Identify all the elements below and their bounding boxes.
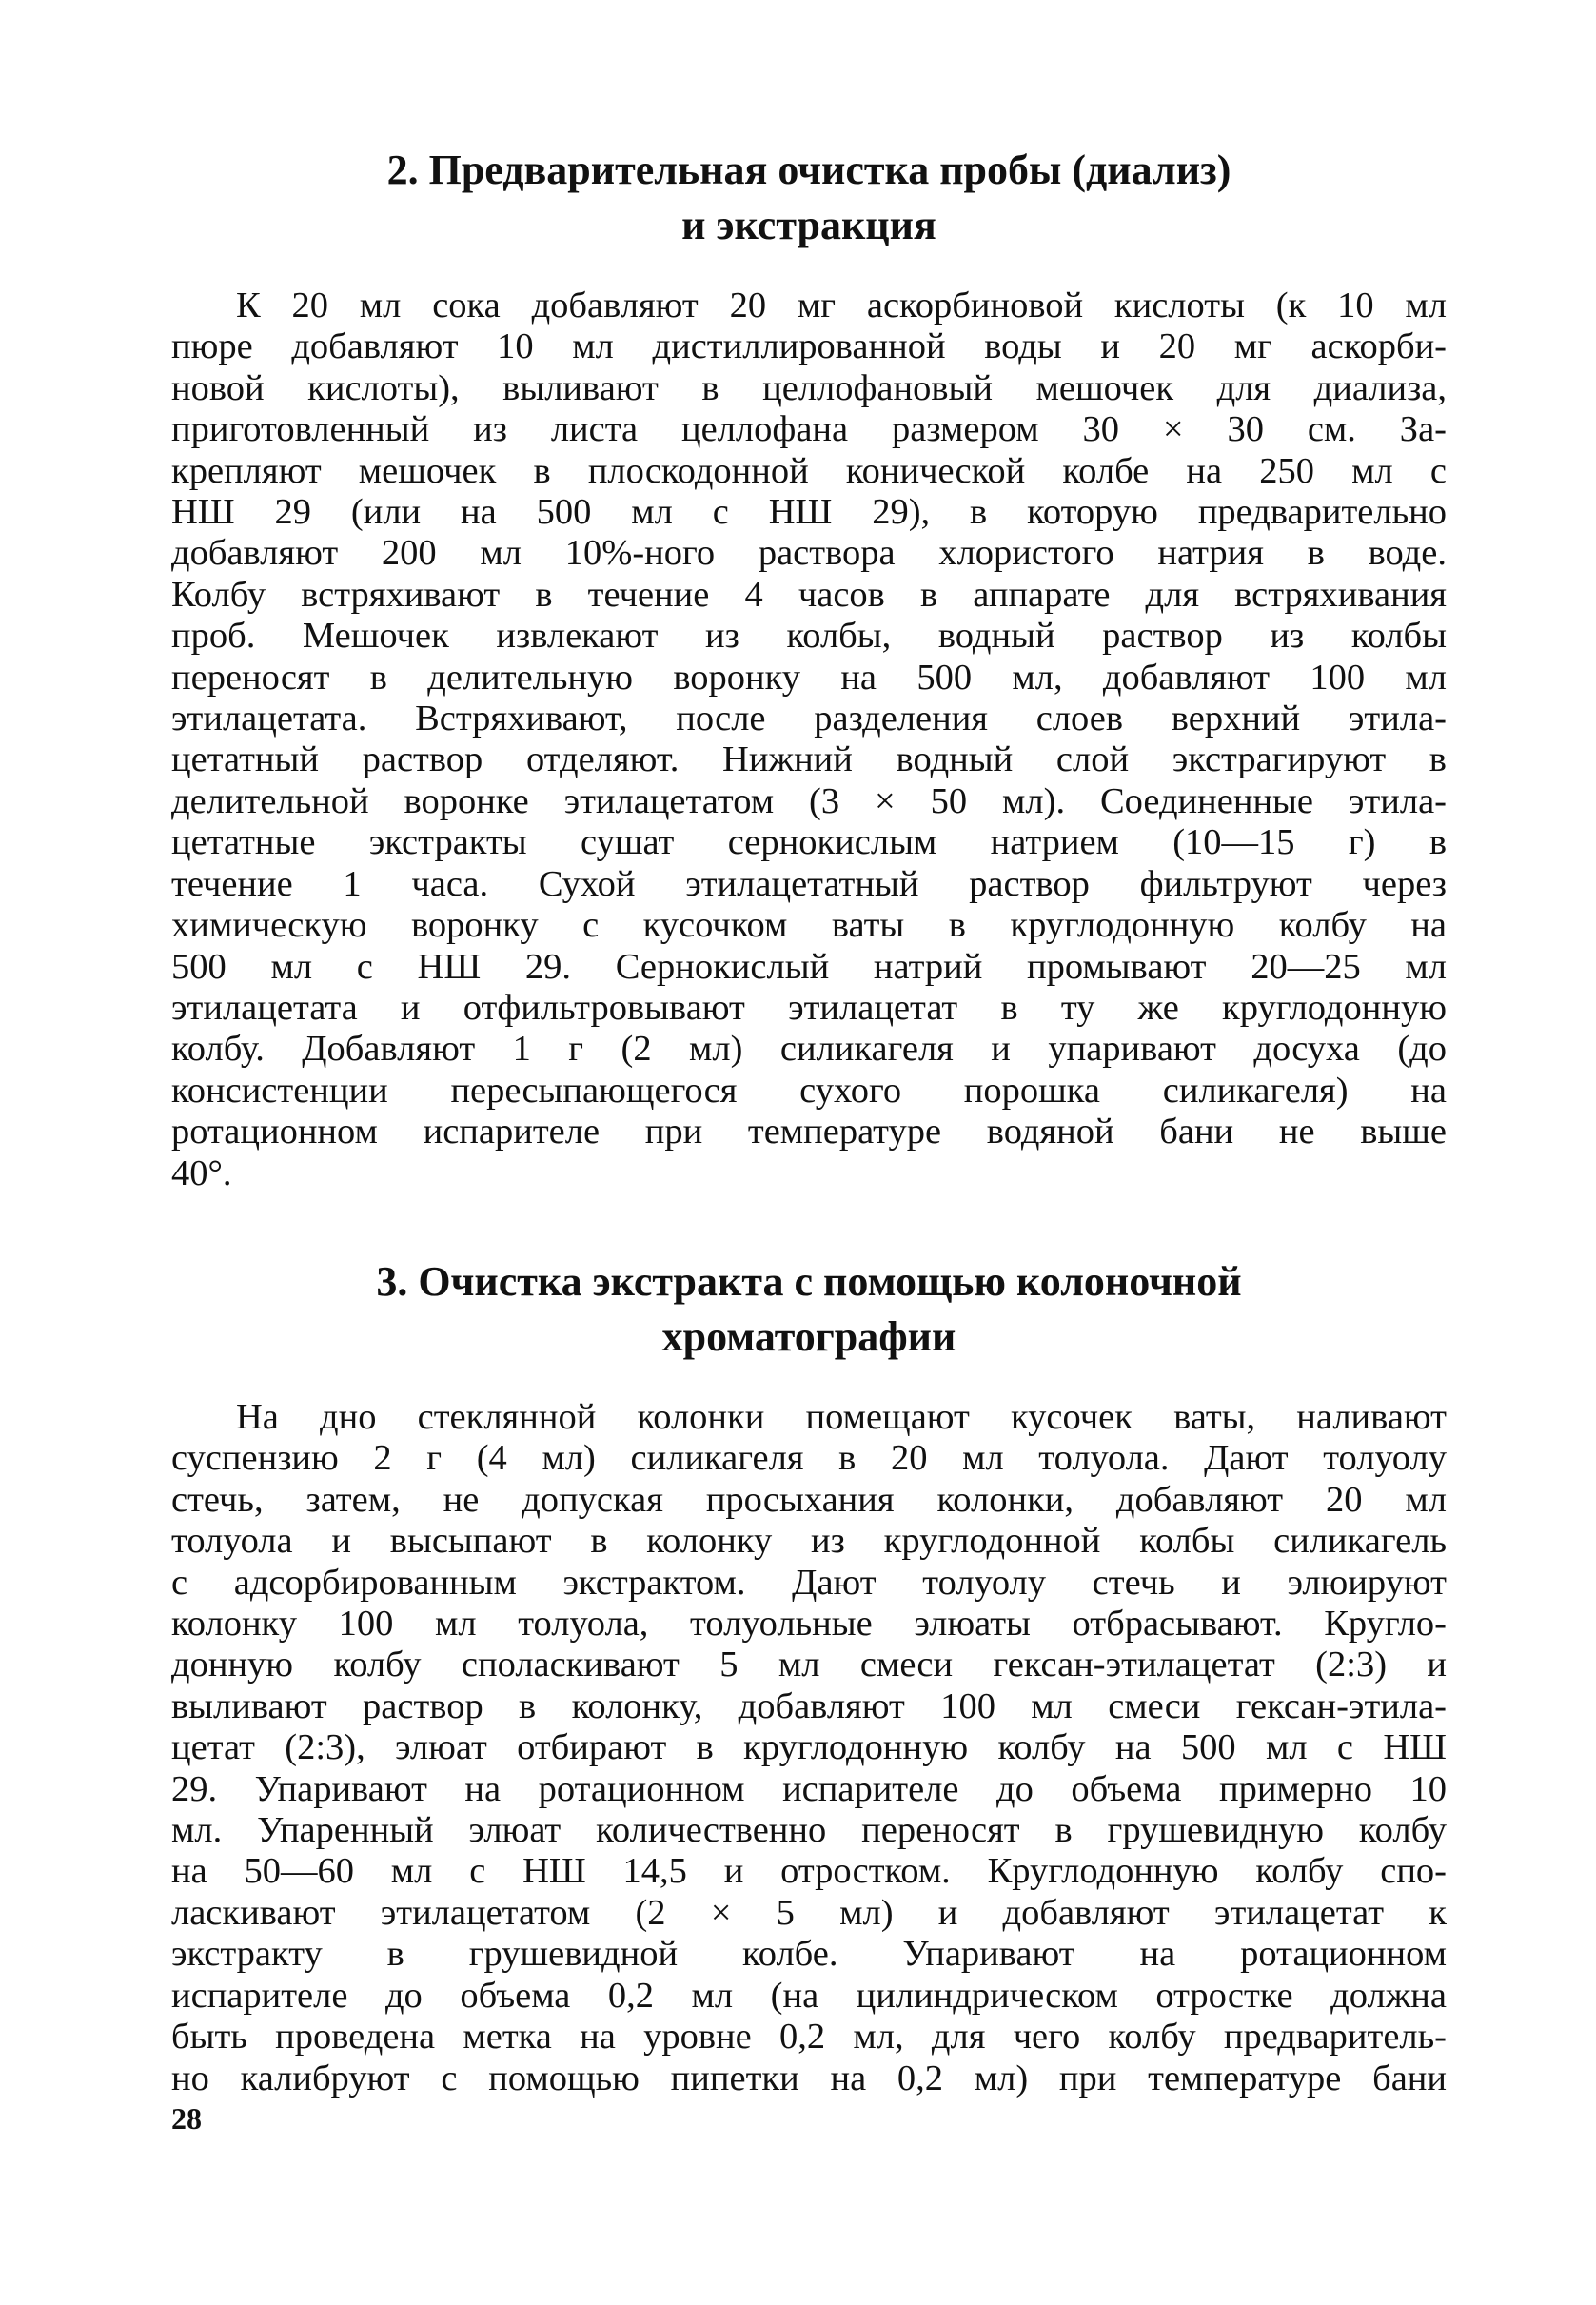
text-line: течение 1 часа. Сухой этилацетатный раствор фильтруют через xyxy=(171,863,1447,904)
section-2-title-line: 2. Предварительная очистка пробы (диализ) xyxy=(386,147,1231,193)
text-line: 500 мл с НШ 29. Сернокислый натрий промывают 20—25 мл xyxy=(171,946,1447,987)
text-line: на 50—60 мл с НШ 14,5 и отростком. Круглодонную колбу спо- xyxy=(171,1851,1447,1892)
page-number: 28 xyxy=(171,2101,202,2136)
text-line: делительной воронке этилацетатом (3 × 50 мл). Соединенные этила- xyxy=(171,780,1447,821)
text-line: этилацетата и отфильтровывают этилацетат в ту же круглодонную xyxy=(171,987,1447,1028)
text-line: колонку 100 мл толуола, толуольные элюаты отбрасывают. Кругло- xyxy=(171,1604,1447,1645)
text-line: цетат (2:3), элюат отбирают в круглодонную колбу на 500 мл с НШ xyxy=(171,1727,1447,1768)
text-line: выливают раствор в колонку, добавляют 100 мл смеси гексан-этила- xyxy=(171,1685,1447,1726)
section-2-paragraph xyxy=(171,286,1447,1194)
text-line: К 20 мл сока добавляют 20 мг аскорбиновой кислоты (к 10 мл xyxy=(236,286,1447,325)
text-line: толуола и высыпают в колонку из круглодонной колбы силикагель xyxy=(171,1521,1447,1562)
text-line: крепляют мешочек в плоскодонной конической колбе на 250 мл с xyxy=(171,450,1447,491)
text-line: переносят в делительную воронку на 500 мл, добавляют 100 мл xyxy=(171,657,1447,698)
text-line: добавляют 200 мл 10%-ного раствора хлористого натрия в воде. xyxy=(171,533,1447,574)
text-line: быть проведена метка на уровне 0,2 мл, для чего колбу предваритель- xyxy=(171,2017,1447,2058)
text-line: мл. Упаренный элюат количественно переносят в грушевидную колбу xyxy=(171,1810,1447,1851)
text-line: химическую воронку с кусочком ваты в круглодонную колбу на xyxy=(171,905,1447,946)
text-line: На дно стеклянной колонки помещают кусочек ваты, наливают xyxy=(236,1397,1447,1437)
text-line: стечь, затем, не допуская просыхания колонки, добавляют 20 мл xyxy=(171,1479,1447,1520)
text-line: донную колбу споласкивают 5 мл смеси гексан-этилацетат (2:3) и xyxy=(171,1645,1447,1685)
section-3-title-line: 3. Очистка экстракта с помощью колоночной xyxy=(376,1258,1242,1305)
text-line: суспензию 2 г (4 мл) силикагеля в 20 мл толуола. Дают толуолу xyxy=(171,1438,1447,1479)
section-3-paragraph xyxy=(171,1397,1447,2099)
text-line: 40°. xyxy=(171,1152,232,1193)
text-line: консистенции пересыпающегося сухого порошка силикагеля) на xyxy=(171,1070,1447,1111)
section-2-title-line: и экстракция xyxy=(681,202,936,248)
text-line: пюре добавляют 10 мл дистиллированной воды и 20 мг аскорби- xyxy=(171,326,1447,367)
text-line: испарителе до объема 0,2 мл (на цилиндрическом отростке должна xyxy=(171,1975,1447,2016)
section-3-title xyxy=(171,1254,1447,1365)
text-line: 29. Упаривают на ротационном испарителе до объема примерно 10 xyxy=(171,1768,1447,1809)
text-line: ласкивают этилацетатом (2 × 5 мл) и добавляют этилацетат к xyxy=(171,1892,1447,1933)
text-line: но калибруют с помощью пипетки на 0,2 мл) при температуре бани xyxy=(171,2058,1447,2098)
text-line: колбу. Добавляют 1 г (2 мл) силикагеля и упаривают досуха (до xyxy=(171,1029,1447,1070)
text-line: проб. Мешочек извлекают из колбы, водный раствор из колбы xyxy=(171,616,1447,657)
section-2-title xyxy=(171,143,1447,253)
text-line: новой кислоты), выливают в целлофановый мешочек для диализа, xyxy=(171,367,1447,408)
text-line: Колбу встряхивают в течение 4 часов в аппарате для встряхивания xyxy=(171,574,1447,615)
text-line: приготовленный из листа целлофана размером 30 × 30 см. За- xyxy=(171,409,1447,450)
text-line: экстракту в грушевидной колбе. Упаривают на ротационном xyxy=(171,1934,1447,1975)
text-line: цетатный раствор отделяют. Нижний водный слой экстрагируют в xyxy=(171,739,1447,780)
text-line: ротационном испарителе при температуре водяной бани не выше xyxy=(171,1112,1447,1152)
text-line: с адсорбированным экстрактом. Дают толуолу стечь и элюируют xyxy=(171,1562,1447,1603)
text-line: НШ 29 (или на 500 мл с НШ 29), в которую предварительно xyxy=(171,492,1447,533)
section-3-title-line: хроматографии xyxy=(661,1313,956,1360)
text-line: цетатные экстракты сушат сернокислым натрием (10—15 г) в xyxy=(171,822,1447,863)
text-line: этилацетата. Встряхивают, после разделения слоев верхний этила- xyxy=(171,699,1447,739)
